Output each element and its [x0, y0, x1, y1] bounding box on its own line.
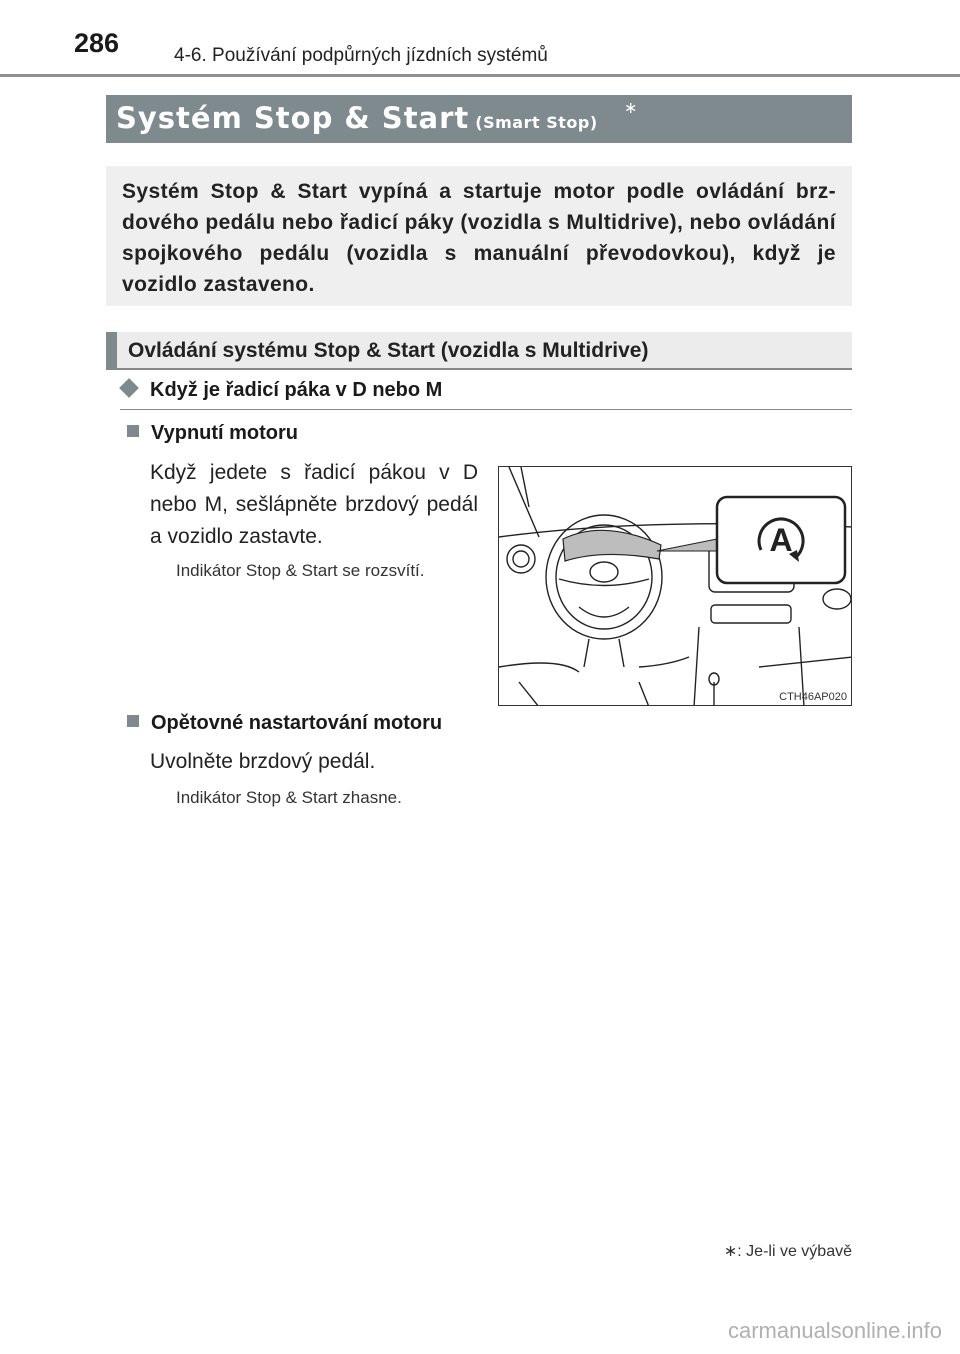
subsection-heading-text: Když je řadicí páka v D nebo M — [150, 379, 443, 401]
page-title-sub: (Smart Stop) — [475, 113, 598, 132]
engine-restart-note: Indikátor Stop & Start zhasne. — [176, 788, 402, 807]
engine-off-body: Když jedete s řadicí pákou v D nebo M, sešlápněte brzdový pedál a vozidlo zastavte. — [150, 461, 478, 548]
chapter-title: 4-6. Používání podpůrných jízdních systémů — [174, 45, 548, 66]
section-heading-text: Ovládání systému Stop & Start (vozidla s Multidrive) — [128, 339, 649, 362]
callout-label: A — [769, 522, 793, 558]
subsection-heading — [120, 378, 852, 410]
section-heading — [106, 332, 852, 370]
engine-off-heading — [127, 422, 298, 445]
footnote-asterisk: ∗ — [723, 1243, 738, 1260]
footnote-text: : Je-li ve výbavě — [737, 1243, 852, 1260]
diamond-bullet-icon — [119, 378, 139, 398]
watermark: carmanualsonline.info — [727, 1318, 942, 1343]
footnote — [724, 1241, 852, 1261]
engine-restart-heading-text: Opětovné nastartování motoru — [151, 712, 443, 734]
header-rule — [0, 74, 960, 77]
page-number: 286 — [74, 28, 120, 58]
page-title — [116, 101, 598, 135]
engine-restart-body: Uvolněte brzdový pedál. — [150, 750, 376, 773]
square-bullet-icon — [127, 425, 139, 437]
intro-text: Systém Stop & Start vypíná a startuje motor podle ovládání brz-dového pedálu nebo řadicí páky (vozidla s Multidrive), nebo ovládání spojkového pedálu (vozidla s manuální převodovkou), když je vozidlo zastaveno. — [122, 180, 836, 296]
page-title-main: Systém Stop & Start — [116, 101, 470, 135]
engine-off-note: Indikátor Stop & Start se rozsvítí. — [176, 561, 425, 580]
dashboard-illustration — [498, 466, 852, 706]
title-asterisk: ∗ — [624, 100, 638, 117]
engine-off-heading-text: Vypnutí motoru — [151, 422, 299, 444]
intro-box — [106, 166, 852, 306]
figure-code: CTH46AP020 — [779, 691, 847, 703]
square-bullet-icon — [127, 715, 139, 727]
engine-restart-heading — [127, 712, 442, 735]
dashboard-drawing — [499, 467, 852, 706]
page-title-bar — [106, 95, 852, 143]
